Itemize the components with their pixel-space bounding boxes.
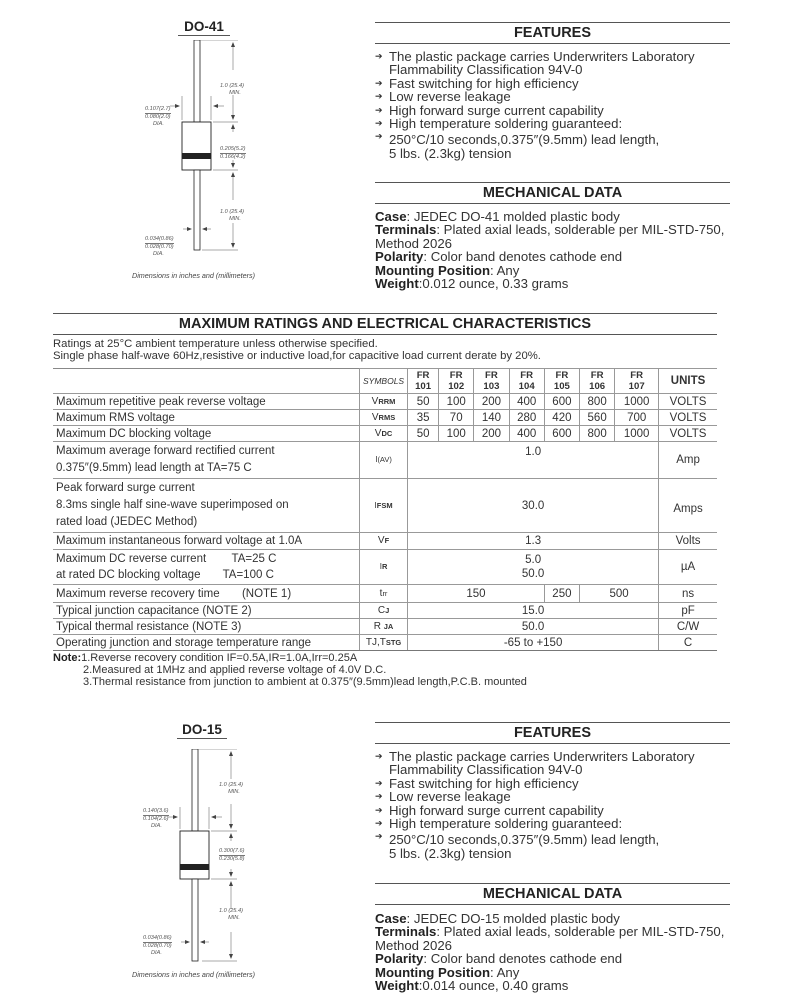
header-part: FR 104 bbox=[509, 369, 544, 394]
package-title: DO-15 bbox=[177, 722, 227, 739]
table-row: Maximum DC blocking voltage VDC 50 100 200 400 600 800 1000 VOLTS bbox=[53, 426, 717, 442]
mechanical-data-heading: MECHANICAL DATA bbox=[375, 883, 730, 905]
header-part: FR 105 bbox=[544, 369, 579, 394]
features-heading: FEATURES bbox=[375, 722, 730, 744]
mech-polarity: Polarity: Color band denotes cathode end bbox=[375, 951, 623, 967]
notes bbox=[53, 652, 527, 689]
arrow-bullet-icon: ➔ bbox=[375, 818, 383, 829]
arrow-bullet-icon: ➔ bbox=[375, 831, 383, 842]
package-title: DO-41 bbox=[178, 19, 230, 36]
arrow-bullet-icon: ➔ bbox=[375, 91, 383, 102]
mech-weight: Weight:0.014 ounce, 0.40 grams bbox=[375, 978, 569, 994]
feature-item: ➔ High forward surge current capability bbox=[375, 802, 604, 818]
header-units: UNITS bbox=[659, 369, 717, 394]
table-row: Maximum DC reverse current TA=25 C at rated DC blocking voltage TA=100 C IR 5.0 50.0 µA bbox=[53, 550, 717, 585]
feature-item: ➔ High forward surge current capability bbox=[375, 102, 604, 118]
mech-terminals: Terminals: Plated axial leads, solderable per MIL-STD-750, bbox=[375, 924, 725, 940]
note-2: 2.Measured at 1MHz and applied reverse voltage of 4.0V D.C. bbox=[83, 664, 387, 677]
feature-item: ➔ High temperature soldering guaranteed: bbox=[375, 816, 623, 832]
mech-mounting: Mounting Position: Any bbox=[375, 262, 520, 278]
feature-item: ➔ The plastic package carries Underwriters Laboratory Flammability Classification 94V-0 bbox=[375, 749, 695, 778]
dimensions-caption: Dimensions in inches and (millimeters) bbox=[132, 271, 256, 280]
feature-item: ➔ Low reverse leakage bbox=[375, 89, 511, 105]
mechanical-data bbox=[375, 912, 745, 992]
mech-terminals: Terminals: Plated axial leads, solderable per MIL-STD-750, bbox=[375, 222, 725, 238]
table-row: Operating junction and storage temperature range TJ,TSTG -65 to +150 C bbox=[53, 635, 717, 651]
ratings-intro: Ratings at 25°C ambient temperature unless otherwise specified. Single phase half-wave 60Hz,resistive or inductive load,for capacitive load current derate by 20%. bbox=[53, 338, 541, 362]
features-list bbox=[375, 50, 735, 160]
feature-item: ➔ Low reverse leakage bbox=[375, 789, 511, 805]
mechanical-data-heading: MECHANICAL DATA bbox=[375, 182, 730, 204]
header-part: FR 106 bbox=[580, 369, 615, 394]
feature-item: ➔ The plastic package carries Underwriters Laboratory Flammability Classification 94V-0 bbox=[375, 49, 695, 78]
lead-length-dim-bottom: 1.0 (25.4) MIN. bbox=[220, 209, 244, 222]
arrow-bullet-icon: ➔ bbox=[375, 51, 383, 61]
dimensions-caption: Dimensions in inches and (millimeters) bbox=[132, 970, 256, 979]
table-row: Maximum instantaneous forward voltage at 1.0A VF 1.3 Volts bbox=[53, 533, 717, 550]
note-1: Note:1.Reverse recovery condition IF=0.5A,IR=1.0A,Irr=0.25A bbox=[53, 652, 358, 664]
mech-mounting: Mounting Position: Any bbox=[375, 964, 520, 980]
ratings-table bbox=[53, 368, 717, 651]
lead-length-dim-bottom: 1.0 (25.4) MIN. bbox=[219, 908, 243, 921]
feature-item: ➔ Fast switching for high efficiency bbox=[375, 775, 579, 791]
feature-item: ➔ Fast switching for high efficiency bbox=[375, 75, 579, 91]
table-row: Typical junction capacitance (NOTE 2) CJ 15.0 pF bbox=[53, 603, 717, 619]
table-header-row bbox=[53, 369, 717, 394]
mech-terminals-cont: Method 2026 bbox=[375, 937, 452, 953]
features-heading: FEATURES bbox=[375, 22, 730, 44]
header-part: FR 101 bbox=[408, 369, 439, 394]
mechanical-data bbox=[375, 210, 745, 290]
arrow-bullet-icon: ➔ bbox=[375, 118, 383, 129]
lead-length-dim-top: 1.0 (25.4) MIN. bbox=[219, 782, 243, 795]
header-part: FR 103 bbox=[474, 369, 509, 394]
lead-diameter-dim: 0.034(0.86) 0.028(0.70) DIA. bbox=[143, 935, 172, 956]
feature-item: ➔ 250°C/10 seconds,0.375″(9.5mm) lead length, 5 lbs. (2.3kg) tension bbox=[375, 831, 660, 861]
arrow-bullet-icon: ➔ bbox=[375, 777, 383, 788]
mech-terminals-cont: Method 2026 bbox=[375, 235, 452, 251]
feature-item: ➔ 250°C/10 seconds,0.375″(9.5mm) lead length, 5 lbs. (2.3kg) tension bbox=[375, 131, 660, 161]
arrow-bullet-icon: ➔ bbox=[375, 104, 383, 115]
table-row: Maximum average forward rectified current 0.375″(9.5mm) lead length at TA=75 C I(AV) 1.0 Amp bbox=[53, 442, 717, 479]
header-symbols: SYMBOLS bbox=[360, 369, 408, 394]
header-part: FR 102 bbox=[439, 369, 474, 394]
arrow-bullet-icon: ➔ bbox=[375, 131, 383, 142]
feature-item: ➔ High temperature soldering guaranteed: bbox=[375, 116, 623, 132]
body-length-dim: 0.205(5.2) 0.166(4.2) bbox=[220, 146, 246, 160]
body-diameter-dim: 0.107(2.7) 0.080(2.0) DIA. bbox=[145, 106, 171, 127]
mech-case: Case: JEDEC DO-15 molded plastic body bbox=[375, 911, 620, 926]
note-3: 3.Thermal resistance from junction to ambient at 0.375″(9.5mm)lead length,P.C.B. mounted bbox=[83, 676, 527, 689]
body-length-dim: 0.300(7.6) 0.230(5.8) bbox=[219, 848, 245, 862]
header-description bbox=[53, 369, 360, 394]
lead-diameter-dim: 0.034(0.86) 0.028(0.70) DIA. bbox=[145, 236, 174, 257]
table-row: Maximum reverse recovery time (NOTE 1) trr 150 250 500 ns bbox=[53, 585, 717, 603]
mech-weight: Weight:0.012 ounce, 0.33 grams bbox=[375, 276, 569, 292]
body-diameter-dim: 0.140(3.6) 0.104(2.6) DIA. bbox=[143, 808, 169, 829]
table-row: Typical thermal resistance (NOTE 3) R JA 50.0 C/W bbox=[53, 619, 717, 635]
ratings-heading: MAXIMUM RATINGS AND ELECTRICAL CHARACTERISTICS bbox=[53, 313, 717, 335]
mech-case: Case: JEDEC DO-41 molded plastic body bbox=[375, 209, 620, 224]
arrow-bullet-icon: ➔ bbox=[375, 791, 383, 802]
mech-polarity: Polarity: Color band denotes cathode end bbox=[375, 249, 623, 265]
arrow-bullet-icon: ➔ bbox=[375, 77, 383, 88]
lead-length-dim-top: 1.0 (25.4) MIN. bbox=[220, 83, 244, 96]
header-part: FR 107 bbox=[615, 369, 659, 394]
arrow-bullet-icon: ➔ bbox=[375, 751, 383, 761]
table-row: Maximum RMS voltage VRMS 35 70 140 280 420 560 700 VOLTS bbox=[53, 410, 717, 426]
features-list bbox=[375, 750, 735, 860]
table-row: Maximum repetitive peak reverse voltage VRRM 50 100 200 400 600 800 1000 VOLTS bbox=[53, 394, 717, 410]
table-row: Peak forward surge current 8.3ms single half sine-wave superimposed on rated load (JEDEC Method) IFSM 30.0 Amps bbox=[53, 479, 717, 533]
arrow-bullet-icon: ➔ bbox=[375, 804, 383, 815]
